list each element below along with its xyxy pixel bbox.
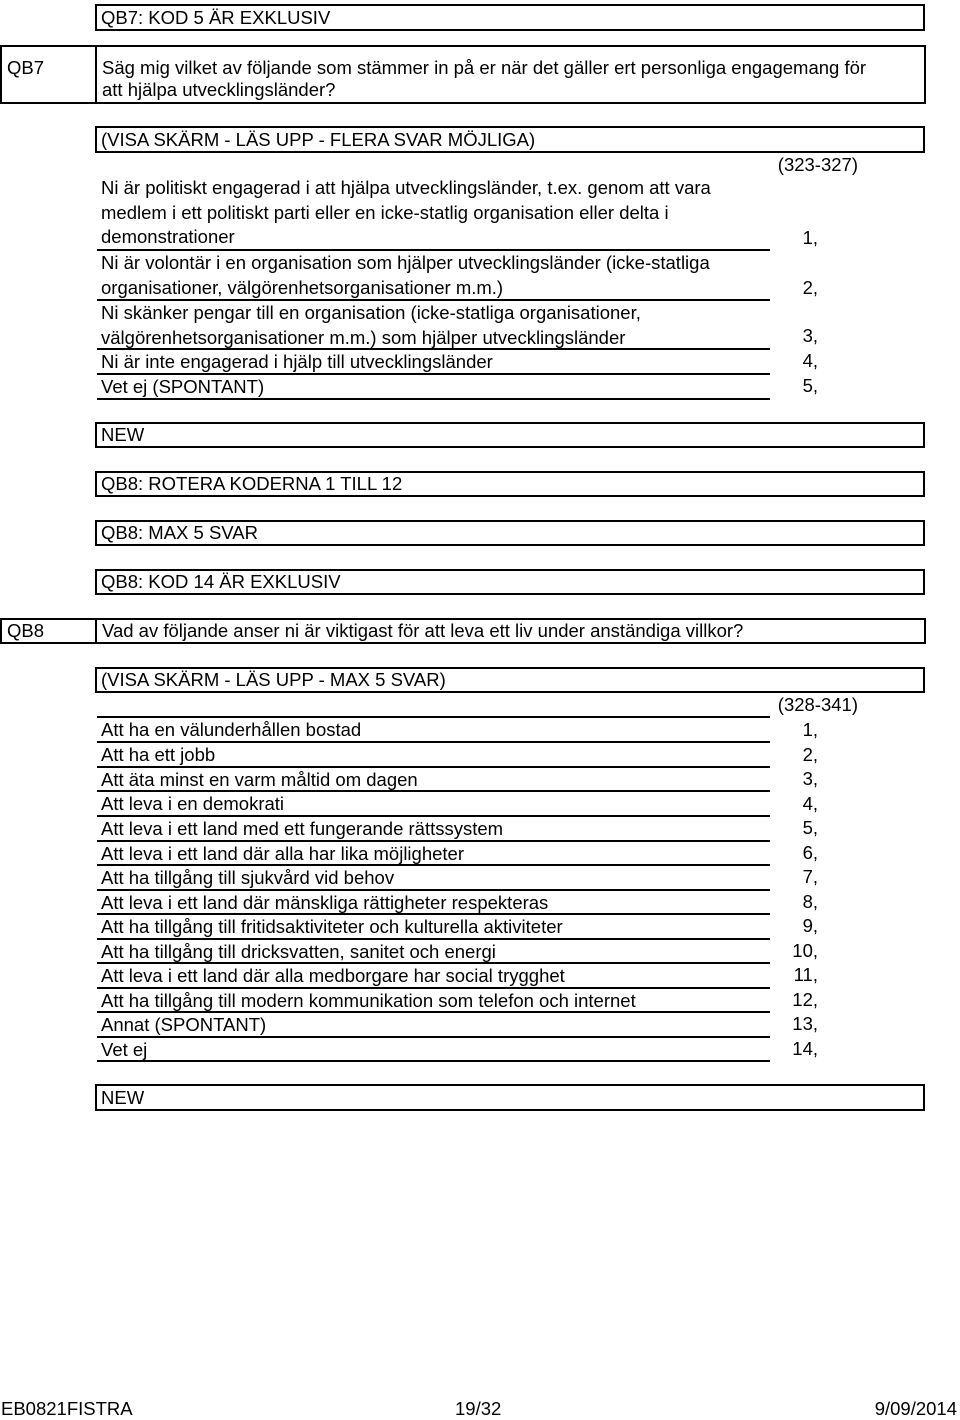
qb7-option-code: 5, <box>802 375 818 396</box>
qb8-rotate-note: QB8: ROTERA KODERNA 1 TILL 12 <box>95 471 925 497</box>
qb8-option[interactable]: Att leva i ett land där alla medborgare har social trygghet <box>97 964 770 989</box>
qb7-option[interactable] <box>97 301 770 350</box>
qb8-option-code: 3, <box>802 768 818 789</box>
qb8-exclusive-note: QB8: KOD 14 ÄR EXKLUSIV <box>95 569 925 595</box>
qb8-option[interactable]: Att leva i ett land där mänskliga rättigheter respekteras <box>97 891 770 915</box>
qb7-divider <box>95 47 97 102</box>
qb7-option-line: Ni skänker pengar till en organisation (icke-statliga organisationer, <box>101 302 641 323</box>
qb8-option-code: 5, <box>802 817 818 838</box>
qb7-option-code: 2, <box>802 277 818 298</box>
qb8-option[interactable]: Att leva i ett land där alla har lika möjligheter <box>97 842 770 866</box>
qb7-exclusive-note: QB7: KOD 5 ÄR EXKLUSIV <box>95 4 925 31</box>
qb8-option[interactable]: Att ha tillgång till dricksvatten, sanitet och energi <box>97 940 770 964</box>
qb8-code-range: (328-341) <box>777 694 858 715</box>
qb8-option-code: 8, <box>802 891 818 912</box>
qb7-option-line: demonstrationer <box>101 226 235 247</box>
qb8-option-code: 14, <box>792 1038 818 1059</box>
qb8-new-box: NEW <box>95 1084 925 1111</box>
qb8-option-code: 7, <box>802 866 818 887</box>
qb7-new-box: NEW <box>95 422 925 448</box>
qb7-option[interactable] <box>97 350 770 375</box>
footer-page-number: 19/32 <box>455 1398 502 1419</box>
qb8-option[interactable]: Vet ej <box>97 1038 770 1062</box>
qb8-option-code: 2, <box>802 744 818 765</box>
qb7-question-line2: att hjälpa utvecklingsländer? <box>102 79 336 100</box>
qb8-option[interactable]: Att ha tillgång till fritidsaktiviteter och kulturella aktiviteter <box>97 915 770 940</box>
qb7-option[interactable] <box>97 375 770 400</box>
qb7-question-block <box>0 45 926 104</box>
qb8-option[interactable]: Att ha tillgång till sjukvård vid behov <box>97 866 770 891</box>
qb7-option-line: organisationer, välgörenhetsorganisationer m.m.) <box>101 276 504 298</box>
qb7-option-line: Ni är politiskt engagerad i att hjälpa utvecklingsländer, t.ex. genom att vara <box>101 177 711 198</box>
qb8-option-code: 13, <box>792 1013 818 1034</box>
qb8-option-code: 1, <box>802 719 818 740</box>
qb8-label: QB8 <box>7 620 45 641</box>
qb8-option-code: 4, <box>802 793 818 814</box>
qb7-option-code: 3, <box>802 325 818 346</box>
qb7-instruction: (VISA SKÄRM - LÄS UPP - FLERA SVAR MÖJLIGA) <box>95 126 925 153</box>
qb7-option-line: Vet ej (SPONTANT) <box>101 376 265 397</box>
qb7-option-line: medlem i ett politiskt parti eller en icke-statlig organisation eller delta i <box>101 201 669 223</box>
footer-doc-id: EB0821FISTRA <box>1 1398 133 1419</box>
qb8-option[interactable]: Att ha en välunderhållen bostad <box>97 716 770 743</box>
qb8-option[interactable]: Att ha tillgång till modern kommunikation som telefon och internet <box>97 989 770 1013</box>
qb8-max-note: QB8: MAX 5 SVAR <box>95 520 925 546</box>
qb8-option-code: 10, <box>792 940 818 961</box>
qb8-option-code: 12, <box>792 989 818 1010</box>
qb7-label: QB7 <box>7 57 45 78</box>
qb8-option[interactable]: Att ha ett jobb <box>97 743 770 768</box>
qb8-option-code: 9, <box>802 915 818 936</box>
qb8-question-text: Vad av följande anser ni är viktigast för att leva ett liv under anständiga villkor? <box>102 620 744 641</box>
qb7-question-text <box>102 57 866 101</box>
qb7-option-code: 1, <box>802 227 818 248</box>
qb8-option[interactable]: Att leva i en demokrati <box>97 792 770 817</box>
qb7-option[interactable] <box>97 176 770 251</box>
qb8-option-code: 11, <box>793 964 818 985</box>
qb8-instruction: (VISA SKÄRM - LÄS UPP - MAX 5 SVAR) <box>95 667 925 693</box>
qb7-option-line: välgörenhetsorganisationer m.m.) som hjälper utvecklingsländer <box>101 326 626 348</box>
qb8-divider <box>95 620 97 642</box>
qb8-option[interactable]: Annat (SPONTANT) <box>97 1013 770 1038</box>
qb8-option-code: 6, <box>802 842 818 863</box>
qb7-code-range: (323-327) <box>777 154 858 175</box>
qb7-option[interactable] <box>97 251 770 301</box>
qb8-option[interactable]: Att leva i ett land med ett fungerande rättssystem <box>97 817 770 842</box>
qb7-option-line: Ni är volontär i en organisation som hjälper utvecklingsländer (icke-statliga <box>101 252 710 273</box>
footer-date: 9/09/2014 <box>874 1398 957 1419</box>
qb7-question-line1: Säg mig vilket av följande som stämmer in på er när det gäller ert personliga engagemang för <box>102 57 867 78</box>
qb7-option-line: Ni är inte engagerad i hjälp till utvecklingsländer <box>101 351 493 372</box>
qb8-option[interactable]: Att äta minst en varm måltid om dagen <box>97 768 770 792</box>
qb7-option-code: 4, <box>802 350 818 371</box>
qb8-question-block <box>0 618 926 644</box>
